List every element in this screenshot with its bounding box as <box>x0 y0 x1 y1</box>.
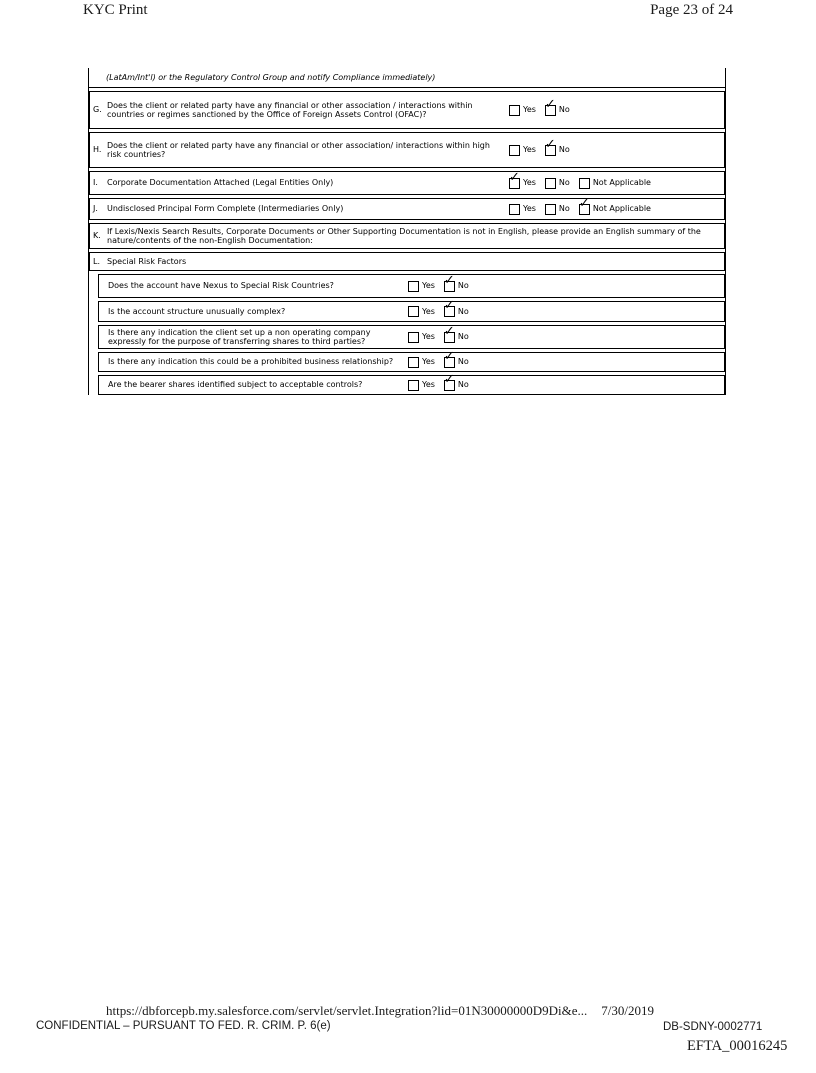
confidential-stamp: CONFIDENTIAL – PURSUANT TO FED. R. CRIM. P. 6(e) <box>36 1020 331 1032</box>
checkbox-option <box>408 380 435 391</box>
checkbox-option <box>408 281 435 292</box>
note-text: (LatAm/Int'l) or the Regulatory Control Group and notify Compliance immediately) <box>106 72 436 82</box>
row-letter: G. <box>93 105 102 115</box>
checkbox-label: Yes <box>422 332 435 342</box>
page-title: KYC Print <box>83 2 148 18</box>
checkbox-option <box>509 105 536 116</box>
checkbox-yes-icon[interactable] <box>408 357 419 368</box>
checkbox-label: No <box>457 380 469 390</box>
checkbox-label: No <box>457 357 469 367</box>
question-text: Undisclosed Principal Form Complete (Intermediaries Only) <box>107 204 344 214</box>
checkbox-yes-checked-icon[interactable] <box>509 178 520 189</box>
checkbox-not-applicable-checked-icon[interactable] <box>579 204 590 215</box>
table-row <box>98 301 725 322</box>
question-text: Corporate Documentation Attached (Legal Entities Only) <box>107 178 334 188</box>
table-row <box>89 223 725 249</box>
checkbox-option <box>444 281 469 292</box>
question-text: Does the client or related party have any financial or other association / interactions within countries or regimes sanctioned by the Office of Foreign Assets Control (OFAC)? <box>107 100 473 119</box>
row-letter: H. <box>93 145 102 155</box>
table-row <box>98 325 725 349</box>
question-text: Does the account have Nexus to Special Risk Countries? <box>108 281 334 291</box>
table-row <box>89 198 725 220</box>
checkbox-group <box>408 357 478 368</box>
checkbox-group <box>509 204 660 215</box>
checkbox-label: Yes <box>523 145 536 155</box>
checkbox-yes-icon[interactable] <box>509 145 520 156</box>
checkbox-label: Not Applicable <box>592 204 651 214</box>
checkbox-label: Not Applicable <box>592 178 651 188</box>
table-row <box>98 352 725 372</box>
checkbox-group <box>408 281 478 292</box>
source-url: https://dbforcepb.my.salesforce.com/servlet/servlet.Integration?lid=01N30000000D9Di&e... <box>106 1003 588 1018</box>
checkbox-option <box>579 204 651 215</box>
checkbox-yes-icon[interactable] <box>509 204 520 215</box>
checkbox-option <box>545 204 570 215</box>
row-letter: I. <box>93 178 98 188</box>
checkbox-option <box>408 357 435 368</box>
checkbox-option <box>444 306 469 317</box>
checkbox-no-checked-icon[interactable] <box>545 105 556 116</box>
checkbox-option <box>509 145 536 156</box>
checkbox-option <box>509 178 536 189</box>
checkbox-group <box>509 178 660 189</box>
table-row <box>89 252 725 271</box>
checkbox-yes-icon[interactable] <box>408 380 419 391</box>
checkbox-label: Yes <box>422 281 435 291</box>
checkbox-label: No <box>457 332 469 342</box>
checkbox-label: Yes <box>422 306 435 316</box>
checkbox-option <box>444 332 469 343</box>
checkbox-no-checked-icon[interactable] <box>444 357 455 368</box>
exhibit-number: EFTA_00016245 <box>687 1038 788 1054</box>
table-row <box>89 91 725 129</box>
checkbox-label: Yes <box>422 380 435 390</box>
table-row <box>98 274 725 298</box>
table-row <box>89 171 725 195</box>
footer-url-line <box>106 1003 654 1019</box>
checkbox-option <box>444 357 469 368</box>
print-date: 7/30/2019 <box>601 1003 654 1018</box>
checkbox-option <box>509 204 536 215</box>
row-letter: L. <box>93 256 100 266</box>
checkbox-yes-icon[interactable] <box>408 332 419 343</box>
table-row <box>98 375 725 395</box>
question-text: Is there any indication the client set up a non operating company expressly for the purpose of transferring shares to third parties? <box>108 327 371 346</box>
row-letter: K. <box>93 231 101 241</box>
checkbox-no-checked-icon[interactable] <box>444 380 455 391</box>
question-text: Does the client or related party have any financial or other association/ interactions within high risk countries? <box>107 140 490 159</box>
checkbox-group <box>408 306 478 317</box>
checkbox-group <box>509 145 579 156</box>
row-letter: J. <box>93 204 98 214</box>
question-text: If Lexis/Nexis Search Results, Corporate Documents or Other Supporting Documentation is not in English, please provide an English summary of the nature/contents of the non-English Documentation: <box>107 226 701 245</box>
checkbox-label: Yes <box>523 178 536 188</box>
checkbox-no-checked-icon[interactable] <box>444 281 455 292</box>
checkbox-yes-icon[interactable] <box>408 306 419 317</box>
checkbox-yes-icon[interactable] <box>408 281 419 292</box>
table-note-row <box>89 68 725 88</box>
checkbox-label: No <box>457 306 469 316</box>
question-text: Is there any indication this could be a prohibited business relationship? <box>108 357 394 367</box>
checkbox-label: Yes <box>422 357 435 367</box>
checkbox-option <box>408 332 435 343</box>
kyc-table <box>88 68 726 395</box>
bates-number: DB-SDNY-0002771 <box>663 1021 763 1033</box>
checkbox-no-checked-icon[interactable] <box>444 332 455 343</box>
checkbox-group <box>408 332 478 343</box>
checkbox-option <box>545 145 570 156</box>
checkbox-option <box>579 178 651 189</box>
checkbox-label: Yes <box>523 105 536 115</box>
checkbox-option <box>545 178 570 189</box>
checkbox-no-checked-icon[interactable] <box>444 306 455 317</box>
checkbox-yes-icon[interactable] <box>509 105 520 116</box>
checkbox-not-applicable-icon[interactable] <box>579 178 590 189</box>
checkbox-no-icon[interactable] <box>545 178 556 189</box>
checkbox-label: No <box>558 145 570 155</box>
checkbox-no-checked-icon[interactable] <box>545 145 556 156</box>
checkbox-label: Yes <box>523 204 536 214</box>
question-text: Special Risk Factors <box>107 256 187 266</box>
question-text: Are the bearer shares identified subject to acceptable controls? <box>108 380 363 390</box>
checkbox-group <box>408 380 478 391</box>
checkbox-label: No <box>558 105 570 115</box>
checkbox-label: No <box>558 204 570 214</box>
checkbox-label: No <box>558 178 570 188</box>
question-text: Is the account structure unusually complex? <box>108 306 286 316</box>
checkbox-option <box>545 105 570 116</box>
checkbox-option <box>444 380 469 391</box>
checkbox-no-icon[interactable] <box>545 204 556 215</box>
checkbox-label: No <box>457 281 469 291</box>
page-number: Page 23 of 24 <box>650 2 733 18</box>
checkbox-group <box>509 105 579 116</box>
table-row <box>89 132 725 168</box>
checkbox-option <box>408 306 435 317</box>
